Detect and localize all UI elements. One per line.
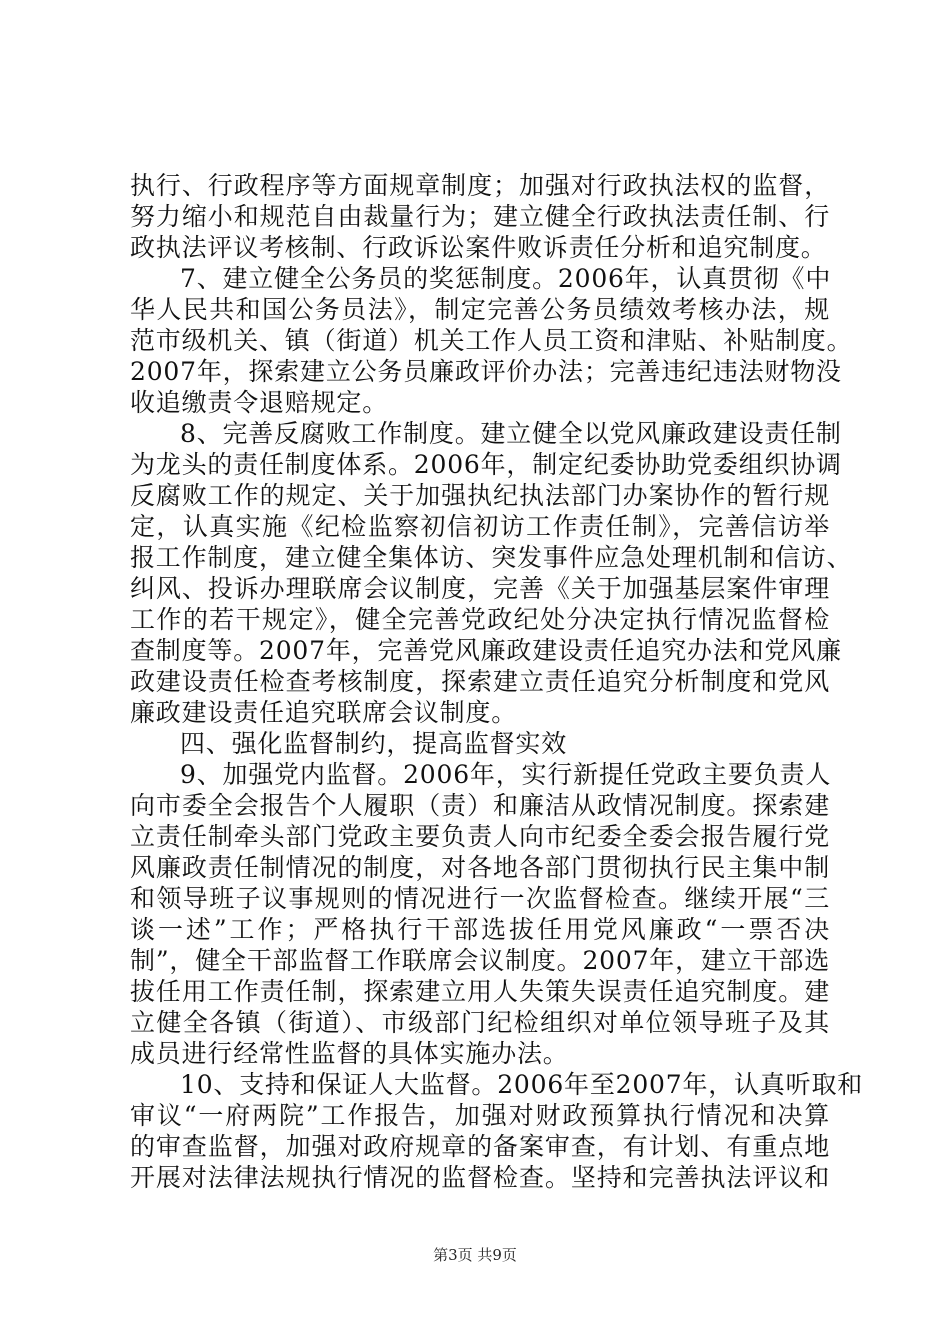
text-line: 拔任用工作责任制，探索建立用人失策失误责任追究制度。建 bbox=[130, 977, 830, 1006]
text-line: 收追缴责令退赔规定。 bbox=[130, 388, 389, 417]
text-line: 7、建立健全公务员的奖惩制度。2006年，认真贯彻《中 bbox=[180, 264, 832, 293]
page-footer: 第3页 共9页 bbox=[433, 1246, 517, 1264]
text-line: 政建设责任检查考核制度，探索建立责任追究分析制度和党风 bbox=[130, 667, 830, 696]
section-heading: 四、强化监督制约，提高监督实效 bbox=[180, 729, 568, 758]
text-line: 和领导班子议事规则的情况进行一次监督检查。继续开展“三 bbox=[130, 884, 830, 913]
text-line: 为龙头的责任制度体系。2006年，制定纪委协助党委组织协调 bbox=[130, 450, 842, 479]
text-line: 审议“一府两院”工作报告，加强对财政预算执行情况和决算 bbox=[130, 1101, 830, 1130]
text-line: 政执法评议考核制、行政诉讼案件败诉责任分析和追究制度。 bbox=[130, 233, 827, 262]
text-line: 立责任制牵头部门党政主要负责人向市纪委全委会报告履行党 bbox=[130, 822, 830, 851]
text-line: 反腐败工作的规定、关于加强执纪执法部门办案协作的暂行规 bbox=[130, 481, 830, 510]
text-line: 查制度等。2007年，完善党风廉政建设责任追究办法和党风廉 bbox=[130, 636, 842, 665]
text-line: 定，认真实施《纪检监察初信初访工作责任制》，完善信访举 bbox=[130, 512, 830, 541]
text-line: 报工作制度，建立健全集体访、突发事件应急处理机制和信访、 bbox=[130, 543, 853, 572]
text-line: 开展对法律法规执行情况的监督检查。坚持和完善执法评议和 bbox=[130, 1163, 830, 1192]
text-line: 努力缩小和规范自由裁量行为；建立健全行政执法责任制、行 bbox=[130, 202, 830, 231]
text-line: 向市委全会报告个人履职（责）和廉洁从政情况制度。探索建 bbox=[130, 791, 830, 820]
text-line: 10、支持和保证人大监督。2006年至2007年，认真听取和 bbox=[180, 1070, 864, 1099]
text-line: 谈一述”工作；严格执行干部选拔任用党风廉政“一票否决 bbox=[130, 915, 830, 944]
text-line: 风廉政责任制情况的制度，对各地各部门贯彻执行民主集中制 bbox=[130, 853, 830, 882]
text-line: 廉政建设责任追究联席会议制度。 bbox=[130, 698, 518, 727]
document-body bbox=[130, 170, 864, 1193]
text-line: 2007年，探索建立公务员廉政评价办法；完善违纪违法财物没 bbox=[130, 357, 842, 386]
text-line: 华人民共和国公务员法》，制定完善公务员绩效考核办法，规 bbox=[130, 295, 830, 324]
text-line: 纠风、投诉办理联席会议制度，完善《关于加强基层案件审理 bbox=[130, 574, 830, 603]
text-line: 成员进行经常性监督的具体实施办法。 bbox=[130, 1039, 569, 1068]
text-line: 8、完善反腐败工作制度。建立健全以党风廉政建设责任制 bbox=[180, 419, 842, 448]
text-line: 9、加强党内监督。2006年，实行新提任党政主要负责人 bbox=[180, 760, 832, 789]
text-line: 的审查监督，加强对政府规章的备案审查，有计划、有重点地 bbox=[130, 1132, 830, 1161]
text-line: 制”，健全干部监督工作联席会议制度。2007年，建立干部选 bbox=[130, 946, 830, 975]
text-line: 执行、行政程序等方面规章制度；加强对行政执法权的监督， bbox=[130, 171, 830, 200]
text-line: 工作的若干规定》，健全完善党政纪处分决定执行情况监督检 bbox=[130, 605, 830, 634]
text-line: 立健全各镇（街道）、市级部门纪检组织对单位领导班子及其 bbox=[130, 1008, 830, 1037]
text-line: 范市级机关、镇（街道）机关工作人员工资和津贴、补贴制度。 bbox=[130, 326, 853, 355]
